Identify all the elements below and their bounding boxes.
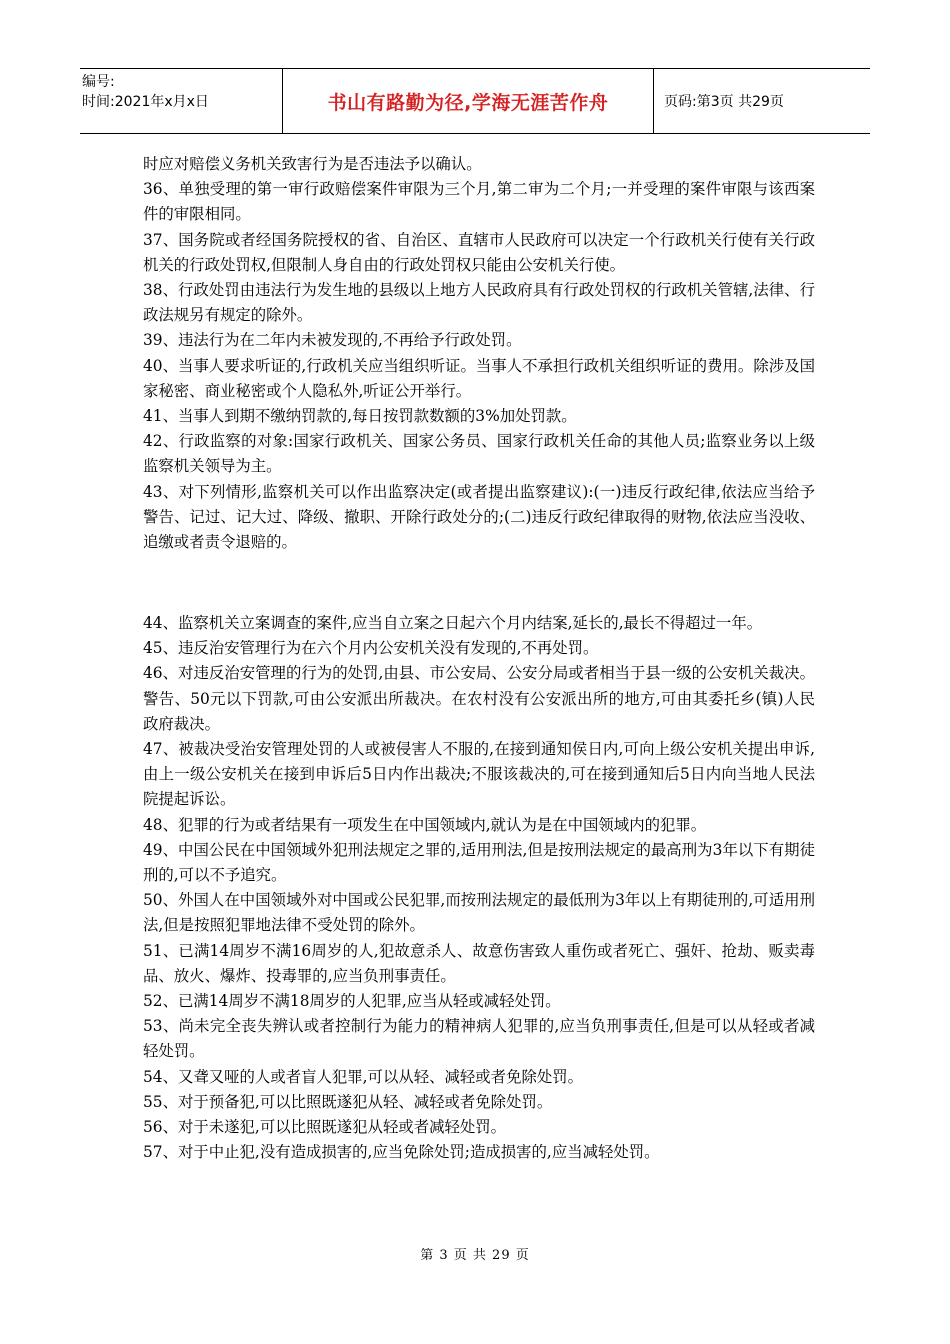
paragraph: 43、对下列情形,监察机关可以作出监察决定(或者提出监察建议):(一)违反行政纪律,依法应当给予警告、记过、记大过、降级、撤职、开除行政处分的;(二)违反行政纪律取得的财物,依法应当没收、追缴或者责令退赔的。 [143, 482, 815, 552]
paragraph: 38、行政处罚由违法行为发生地的县级以上地方人民政府具有行政处罚权的行政机关管辖,法律、行政法规另有规定的除外。 [143, 281, 815, 325]
paragraph: 42、行政监察的对象:国家行政机关、国家公务员、国家行政机关任命的其他人员;监察业务以上级监察机关领导为主。 [143, 432, 815, 476]
paragraph: 49、中国公民在中国领域外犯刑法规定之罪的,适用刑法,但是按刑法规定的最高刑为3年以下有期徒刑的,可以不予追究。 [143, 840, 815, 885]
paragraph: 57、对于中止犯,没有造成损害的,应当免除处罚;造成损害的,应当减轻处罚。 [143, 1143, 660, 1162]
paragraph: 55、对于预备犯,可以比照既遂犯从轻、减轻或者免除处罚。 [143, 1092, 553, 1111]
paragraph: 40、当事人要求听证的,行政机关应当组织听证。当事人不承担行政机关组织听证的费用。除涉及国家秘密、商业秘密或个人隐私外,听证公开举行。 [143, 356, 815, 400]
paragraph: 47、被裁决受治安管理处罚的人或被侵害人不服的,在接到通知侯日内,可向上级公安机关提出申诉,由上一级公安机关在接到申诉后5日内作出裁决;不服该裁决的,可在接到通知后5日内向当地人民法院提起诉讼。 [143, 740, 815, 809]
header-motto: 书山有路勤为径,学海无涯苦作舟 [282, 69, 654, 133]
paragraph: 50、外国人在中国领域外对中国或公民犯罪,而按刑法规定的最低刑为3年以上有期徒刑的,可适用刑法,但是按照犯罪地法律不受处罚的除外。 [143, 891, 815, 935]
paragraph: 45、违反治安管理行为在六个月内公安机关没有发现的,不再处罚。 [143, 639, 599, 658]
paragraph: 51、已满14周岁不满16周岁的人,犯故意杀人、故意伤害致人重伤或者死亡、强奸、抢劫、贩卖毒品、放火、爆炸、投毒罪的,应当负刑事责任。 [143, 941, 815, 985]
paragraph: 48、犯罪的行为或者结果有一项发生在中国领域内,就认为是在中国领域内的犯罪。 [143, 815, 707, 834]
paragraph: 41、当事人到期不缴纳罚款的,每日按罚款数额的3%加处罚款。 [143, 407, 577, 426]
document-body [143, 152, 815, 1166]
number-label: 编号: [82, 74, 115, 90]
header-meta [80, 69, 282, 133]
page-header [80, 68, 870, 134]
paragraph: 54、又聋又哑的人或者盲人犯罪,可以从轻、减轻或者免除处罚。 [143, 1067, 584, 1086]
paragraph: 44、监察机关立案调查的案件,应当自立案之日起六个月内结案,延长的,最长不得超过一年。 [143, 614, 763, 633]
paragraph: 46、对违反治安管理的行为的处罚,由县、市公安局、公安分局或者相当于县一级的公安机关裁决。警告、50元以下罚款,可由公安派出所裁决。在农村没有公安派出所的地方,可由其委托乡(镇)人民政府裁决。 [143, 664, 815, 733]
paragraph-gap [143, 571, 815, 596]
paragraph: 53、尚未完全丧失辨认或者控制行为能力的精神病人犯罪的,应当负刑事责任,但是可以从轻或者减轻处罚。 [143, 1017, 815, 1061]
paragraph: 52、已满14周岁不满18周岁的人犯罪,应当从轻或减轻处罚。 [143, 992, 561, 1011]
paragraph: 36、单独受理的第一审行政赔偿案件审限为三个月,第二审为二个月;一并受理的案件审限与该西案件的审限相同。 [143, 180, 815, 224]
paragraph: 56、对于未遂犯,可以比照既遂犯从轻或者减轻处罚。 [143, 1118, 507, 1137]
time-label: 时间:2021年x月x日 [82, 94, 209, 110]
paragraph: 37、国务院或者经国务院授权的省、自治区、直辖市人民政府可以决定一个行政机关行使有关行政机关的行政处罚权,但限制人身自由的行政处罚权只能由公安机关行使。 [143, 230, 815, 274]
header-page-label: 页码:第3页 共29页 [664, 94, 784, 110]
paragraph: 39、违法行为在二年内未被发现的,不再给予行政处罚。 [143, 331, 522, 350]
paragraph: 时应对赔偿义务机关致害行为是否违法予以确认。 [143, 155, 482, 173]
page-footer: 第 3 页 共 29 页 [420, 1248, 530, 1263]
